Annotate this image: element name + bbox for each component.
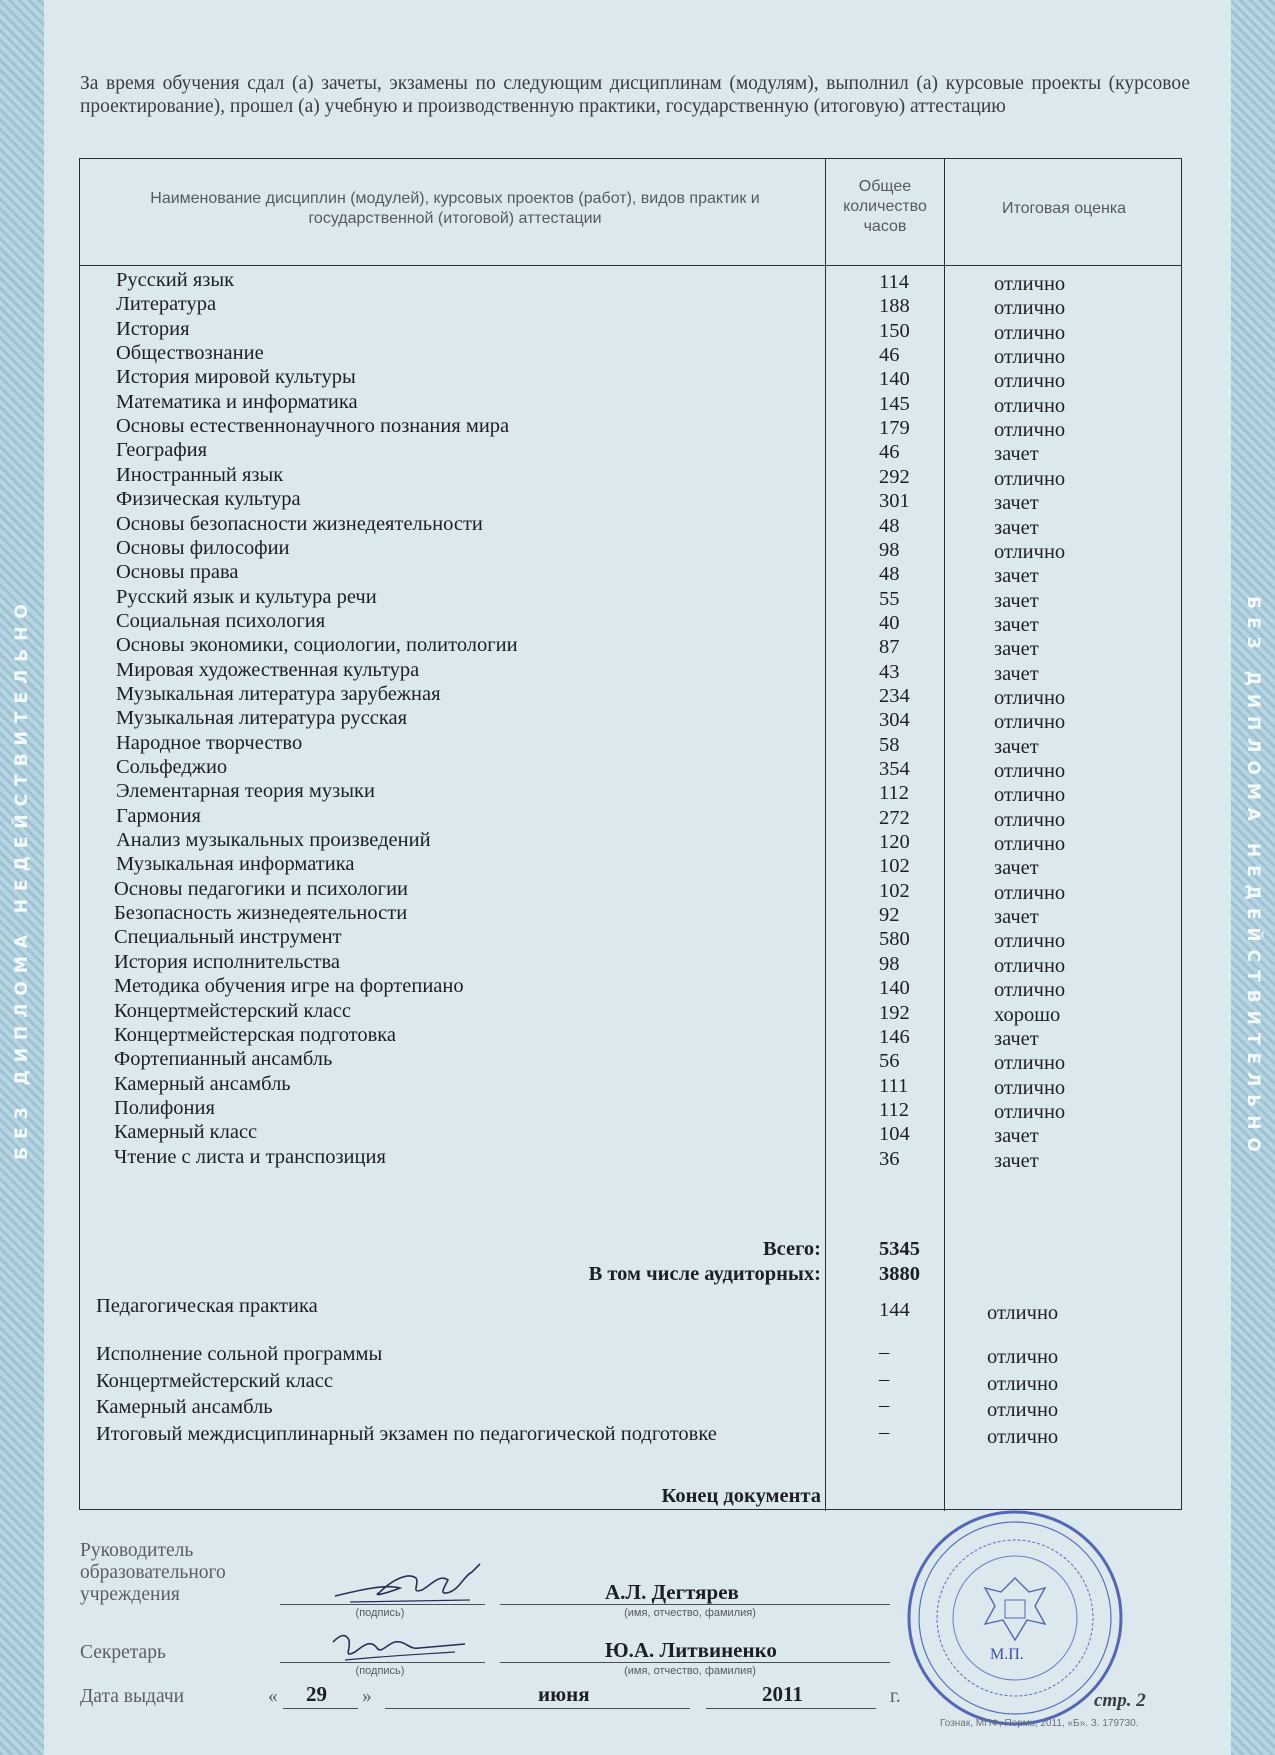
head-signature <box>330 1562 500 1610</box>
row-grade: отлично <box>994 954 1066 977</box>
row-name: Специальный инструмент <box>114 926 342 949</box>
row-grade: отлично <box>994 346 1066 369</box>
row-name: Литература <box>116 293 217 316</box>
row-hours: 301 <box>879 490 910 513</box>
attestation-grade: отлично <box>987 1372 1059 1395</box>
row-grade: зачет <box>994 443 1039 466</box>
row-grade: хорошо <box>994 1003 1061 1026</box>
row-hours: 580 <box>879 928 910 951</box>
row-hours: 304 <box>879 709 910 732</box>
row-name: Камерный ансамбль <box>114 1072 291 1095</box>
row-hours: 192 <box>879 1001 910 1024</box>
date-month-line <box>385 1708 690 1709</box>
row-hours: 87 <box>879 636 900 659</box>
row-name: Концертмейстерский класс <box>114 999 351 1022</box>
row-name: Основы естественнонаучного познания мира <box>116 415 510 438</box>
row-grade: отлично <box>994 833 1066 856</box>
row-grade: отлично <box>994 1052 1066 1075</box>
row-grade: отлично <box>994 784 1066 807</box>
row-hours: 111 <box>879 1074 909 1097</box>
row-hours: 188 <box>879 295 910 318</box>
row-hours: 112 <box>879 1098 909 1121</box>
row-grade: отлично <box>994 273 1066 295</box>
row-hours: 145 <box>879 392 910 415</box>
practice-name: Педагогическая практика <box>96 1295 318 1317</box>
row-name: Полифония <box>114 1096 215 1119</box>
row-name: Чтение с листа и транспозиция <box>114 1145 386 1168</box>
practice-grade: отлично <box>987 1302 1059 1324</box>
row-hours: 150 <box>879 319 910 342</box>
row-hours: 292 <box>879 465 910 488</box>
row-hours: 354 <box>879 758 910 780</box>
total-label: Всего: <box>763 1238 821 1260</box>
date-day: 29 <box>306 1682 327 1706</box>
row-name: Анализ музыкальных произведений <box>116 829 431 852</box>
row-name: Музыкальная литература зарубежная <box>116 682 441 705</box>
row-grade: отлично <box>994 394 1066 417</box>
row-name: Музыкальная литература русская <box>116 707 408 730</box>
row-hours: 102 <box>879 879 910 902</box>
row-hours: 46 <box>879 344 900 367</box>
secretary-label: Секретарь <box>80 1642 166 1663</box>
row-name: Сольфеджио <box>116 756 228 778</box>
end-label: Конец документа <box>661 1485 821 1507</box>
side-band-text-right: БЕЗ ДИПЛОМА НЕДЕЙСТВИТЕЛЬНО <box>1243 595 1263 1160</box>
header-name: Наименование дисциплин (модулей), курсовых проектов (работ), видов практик и государственной (итоговой) аттестации <box>150 190 760 227</box>
date-suffix: г. <box>890 1686 901 1707</box>
date-close-quote: » <box>362 1686 372 1707</box>
head-sign-hint: (подпись) <box>355 1607 405 1619</box>
row-name: География <box>116 439 208 462</box>
row-grade: зачет <box>994 589 1039 612</box>
row-name: Безопасность жизнедеятельности <box>114 902 408 925</box>
row-name: Методика обучения игре на фортепиано <box>114 975 464 998</box>
row-name: История мировой культуры <box>116 366 356 389</box>
row-hours: 48 <box>879 563 900 586</box>
row-grade: отлично <box>994 540 1066 563</box>
row-grade: зачет <box>994 1027 1039 1050</box>
attestation-hours: – <box>879 1420 890 1443</box>
auditory-value: 3880 <box>879 1263 920 1285</box>
row-grade: отлично <box>994 370 1066 393</box>
date-open-quote: « <box>268 1686 278 1707</box>
row-grade: отлично <box>994 930 1066 953</box>
row-hours: 55 <box>879 587 900 610</box>
row-name: Иностранный язык <box>116 463 284 486</box>
row-name: Гармония <box>116 804 201 827</box>
attestation-hours: – <box>879 1394 890 1416</box>
printer-imprint: Гознак, МПФ, Пермь, 2011, «Б». З. 179730. <box>940 1718 1139 1729</box>
row-name: Основы права <box>116 561 239 584</box>
row-grade: зачет <box>994 613 1039 636</box>
total-value: 5345 <box>879 1238 920 1260</box>
row-grade: отлично <box>994 711 1066 734</box>
page-number: стр. 2 <box>1094 1690 1146 1711</box>
row-hours: 104 <box>879 1123 910 1146</box>
row-name: Социальная психология <box>116 609 326 632</box>
practice-hours: 144 <box>879 1299 910 1321</box>
row-grade: отлично <box>994 760 1066 782</box>
row-grade: зачет <box>994 1149 1039 1172</box>
table-header-divider <box>80 265 1181 266</box>
header-grade: Итоговая оценка <box>1001 200 1127 217</box>
attestation-name: Концертмейстерский класс <box>96 1369 333 1392</box>
row-grade: отлично <box>994 467 1066 490</box>
secretary-name-hint: (имя, отчество, фамилия) <box>624 1665 756 1677</box>
row-hours: 98 <box>879 952 900 975</box>
row-grade: зачет <box>994 735 1039 758</box>
attestation-hours: – <box>879 1341 890 1363</box>
row-name: Музыкальная информатика <box>116 853 355 876</box>
row-name: Основы философии <box>116 536 290 559</box>
row-grade: зачет <box>994 1125 1039 1148</box>
row-name: История <box>116 317 190 340</box>
secretary-sign-hint: (подпись) <box>355 1665 405 1677</box>
row-name: Элементарная теория музыки <box>116 780 375 803</box>
attestation-grade: отлично <box>987 1346 1059 1368</box>
auditory-label: В том числе аудиторных: <box>588 1263 821 1285</box>
row-hours: 179 <box>879 417 910 440</box>
head-name: А.Л. Дегтярев <box>605 1580 739 1604</box>
row-name: Основы безопасности жизнедеятельности <box>116 512 483 535</box>
date-year: 2011 <box>762 1682 803 1706</box>
intro-paragraph: За время обучения сдал (а) зачеты, экзамены по следующим дисциплинам (модулям), выполнил (а) курсовые проекты (курсовое проектирование), прошел (а) учебную и производственную практики, государственную (итоговую) аттестацию <box>80 73 1190 117</box>
header-hours: Общее количество часов <box>843 178 927 235</box>
row-grade: отлично <box>994 686 1066 709</box>
row-hours: 36 <box>879 1147 900 1170</box>
row-hours: 92 <box>879 904 900 927</box>
table-divider-name <box>825 159 826 1511</box>
row-hours: 46 <box>879 441 900 464</box>
row-grade: зачет <box>994 906 1039 929</box>
attestation-name: Камерный ансамбль <box>96 1396 273 1418</box>
attestation-hours: – <box>879 1367 890 1390</box>
row-name: Основы педагогики и психологии <box>114 877 409 900</box>
row-hours: 140 <box>879 977 910 1000</box>
row-name: Мировая художественная культура <box>116 658 420 681</box>
row-grade: отлично <box>994 881 1066 904</box>
date-label: Дата выдачи <box>80 1686 185 1707</box>
row-hours: 48 <box>879 514 900 537</box>
row-name: Русский язык и культура речи <box>116 585 377 608</box>
row-name: Физическая культура <box>116 488 301 511</box>
row-name: Обществознание <box>116 342 264 365</box>
seal-graphic <box>905 1508 1125 1728</box>
grades-table <box>79 158 1182 1510</box>
head-label: Руководитель образовательного учреждения <box>80 1540 226 1605</box>
row-name: Камерный класс <box>114 1121 258 1144</box>
row-grade: зачет <box>994 662 1039 685</box>
row-grade: отлично <box>994 297 1066 320</box>
row-grade: зачет <box>994 857 1039 880</box>
row-grade: отлично <box>994 419 1066 442</box>
attestation-grade: отлично <box>987 1399 1059 1421</box>
row-grade: отлично <box>994 808 1066 831</box>
row-hours: 43 <box>879 660 900 683</box>
row-name: Фортепианный ансамбль <box>114 1048 333 1071</box>
row-name: Математика и информатика <box>116 390 358 413</box>
attestation-name: Итоговый междисциплинарный экзамен по педагогической подготовке <box>96 1422 717 1445</box>
row-name: История исполнительства <box>114 950 341 973</box>
row-hours: 40 <box>879 611 900 634</box>
row-grade: зачет <box>994 516 1039 539</box>
table-divider-hours <box>944 159 945 1511</box>
row-grade: отлично <box>994 321 1066 344</box>
row-name: Русский язык <box>116 269 235 291</box>
secretary-signature <box>325 1622 475 1666</box>
row-name: Основы экономики, социологии, политологии <box>116 634 518 657</box>
row-hours: 234 <box>879 684 910 707</box>
row-grade: зачет <box>994 638 1039 661</box>
row-hours: 140 <box>879 368 910 391</box>
official-seal <box>905 1508 1125 1728</box>
row-grade: зачет <box>994 565 1039 588</box>
head-name-hint: (имя, отчество, фамилия) <box>624 1607 756 1619</box>
row-hours: 114 <box>879 271 909 293</box>
row-hours: 120 <box>879 831 910 854</box>
row-hours: 146 <box>879 1025 910 1048</box>
date-month: июня <box>538 1682 590 1706</box>
attestation-name: Исполнение сольной программы <box>96 1343 383 1365</box>
date-year-line <box>706 1708 876 1709</box>
seal-center-text: М.П. <box>990 1646 1024 1663</box>
side-band-text-left: БЕЗ ДИПЛОМА НЕДЕЙСТВИТЕЛЬНО <box>12 595 32 1160</box>
date-day-line <box>283 1708 358 1709</box>
row-grade: отлично <box>994 1076 1066 1099</box>
row-grade: отлично <box>994 1100 1066 1123</box>
secretary-name: Ю.А. Литвиненко <box>605 1638 777 1662</box>
row-hours: 98 <box>879 538 900 561</box>
row-name: Народное творчество <box>116 731 303 754</box>
row-hours: 112 <box>879 782 909 805</box>
row-grade: зачет <box>994 492 1039 515</box>
row-hours: 58 <box>879 733 900 756</box>
row-hours: 272 <box>879 806 910 829</box>
row-grade: отлично <box>994 979 1066 1002</box>
row-hours: 56 <box>879 1050 900 1073</box>
row-name: Концертмейстерская подготовка <box>114 1023 397 1046</box>
attestation-grade: отлично <box>987 1425 1059 1448</box>
row-hours: 102 <box>879 855 910 878</box>
